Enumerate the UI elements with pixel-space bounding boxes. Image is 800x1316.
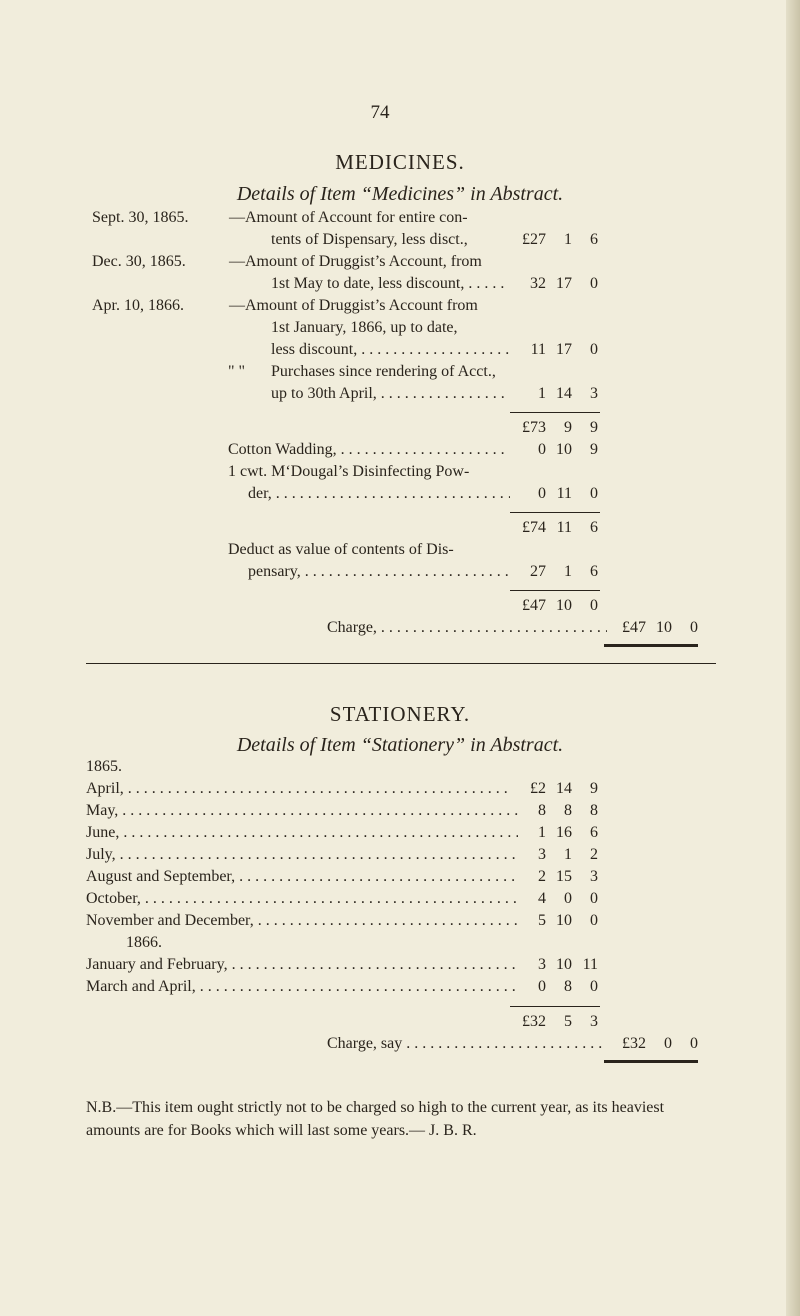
- amount-pounds: 3: [538, 956, 546, 973]
- cotton-wadding-label: Cotton Wadding, . . .: [228, 440, 508, 460]
- footnote: N.B.—This item ought strictly not to be charged so high to the current year, as its heaviest amounts are for Books which will last some years.— J. B. R.: [86, 1099, 665, 1139]
- page-number: 74: [370, 102, 390, 123]
- medicines-subtitle: Details of Item “Medicines” in Abstract.: [236, 183, 564, 205]
- deduct-label: pensary, . . .: [248, 562, 510, 582]
- month-label: November and December, . . .: [86, 911, 518, 931]
- entry-text: 1st May to date, less discount, . . .: [271, 274, 506, 294]
- subtotal-pounds: £74: [522, 519, 546, 536]
- amount-pounds: 11: [530, 341, 546, 358]
- entry-text: —Amount of Account for entire con-: [229, 209, 468, 226]
- amount-shillings: 11: [556, 485, 572, 502]
- total-shillings: 5: [564, 1013, 572, 1030]
- amount-shillings: 1: [564, 563, 572, 580]
- amount-pence: 0: [590, 485, 598, 502]
- month-label: May, . . .: [86, 801, 518, 821]
- double-rule: [604, 1060, 698, 1063]
- entry-text: 1st January, 1866, up to date,: [271, 319, 458, 336]
- charge-shillings: 10: [656, 619, 672, 636]
- amount-shillings: 10: [556, 441, 572, 458]
- amount-pounds: 0: [538, 485, 546, 502]
- net-pounds: £47: [522, 597, 546, 614]
- amount-shillings: 15: [556, 868, 572, 885]
- double-rule: [604, 644, 698, 647]
- amount-pounds: 27: [530, 563, 546, 580]
- amount-pounds: 3: [538, 846, 546, 863]
- month-label: August and September, . . .: [86, 867, 518, 887]
- amount-shillings: 1: [564, 231, 572, 248]
- month-label: April, . . .: [86, 779, 510, 799]
- net-shillings: 10: [556, 597, 572, 614]
- year-label: 1866.: [126, 934, 162, 951]
- amount-pounds: £27: [522, 231, 546, 248]
- sum-rule: [510, 412, 600, 413]
- charge-pence: 0: [690, 1035, 698, 1052]
- amount-pounds: 2: [538, 868, 546, 885]
- entry-text: —Amount of Druggist’s Account from: [229, 297, 478, 314]
- amount-shillings: 1: [564, 846, 572, 863]
- entry-text: tents of Dispensary, less disct.,: [271, 231, 468, 248]
- net-pence: 0: [590, 597, 598, 614]
- deduct-label: Deduct as value of contents of Dis-: [228, 541, 454, 558]
- entry-text: less discount, . . .: [271, 340, 511, 360]
- section-divider: [86, 663, 716, 664]
- amount-shillings: 14: [556, 780, 572, 797]
- amount-pounds: 4: [538, 890, 546, 907]
- amount-pence: 11: [582, 956, 598, 973]
- subtotal-shillings: 9: [564, 419, 572, 436]
- disinfecting-label: der, . . .: [248, 484, 510, 504]
- charge-label: Charge, say . . .: [327, 1034, 607, 1054]
- month-label: January and February, . . .: [86, 955, 518, 975]
- amount-pence: 0: [590, 341, 598, 358]
- amount-pounds: £2: [530, 780, 546, 797]
- subtotal-shillings: 11: [556, 519, 572, 536]
- amount-pence: 3: [590, 385, 598, 402]
- charge-shillings: 0: [664, 1035, 672, 1052]
- amount-pence: 6: [590, 563, 598, 580]
- charge-label: Charge, . . .: [327, 618, 607, 638]
- charge-pounds: £32: [622, 1035, 646, 1052]
- amount-shillings: 16: [556, 824, 572, 841]
- stationery-subtitle: Details of Item “Stationery” in Abstract.: [236, 734, 564, 756]
- entry-date: Apr. 10, 1866.: [92, 297, 184, 314]
- amount-pounds: 1: [538, 385, 546, 402]
- amount-shillings: 8: [564, 978, 572, 995]
- total-pence: 3: [590, 1013, 598, 1030]
- charge-pence: 0: [690, 619, 698, 636]
- amount-pounds: 8: [538, 802, 546, 819]
- sum-rule: [510, 1006, 600, 1007]
- entry-date: Dec. 30, 1865.: [92, 253, 186, 270]
- amount-pence: 0: [590, 912, 598, 929]
- amount-pence: 0: [590, 890, 598, 907]
- amount-pounds: 1: [538, 824, 546, 841]
- month-label: July, . . .: [86, 845, 518, 865]
- medicines-title: MEDICINES.: [335, 150, 465, 174]
- amount-pence: 2: [590, 846, 598, 863]
- amount-pounds: 5: [538, 912, 546, 929]
- amount-pence: 9: [590, 780, 598, 797]
- disinfecting-label: 1 cwt. M‘Dougal’s Disinfecting Pow-: [228, 463, 470, 480]
- entry-date: Sept. 30, 1865.: [92, 209, 189, 226]
- entry-text: up to 30th April, . . .: [271, 384, 509, 404]
- ditto-mark: " ": [228, 363, 246, 380]
- amount-pence: 6: [590, 231, 598, 248]
- amount-shillings: 10: [556, 956, 572, 973]
- entry-text: —Amount of Druggist’s Account, from: [229, 253, 482, 270]
- amount-shillings: 14: [556, 385, 572, 402]
- stationery-title: STATIONERY.: [329, 702, 471, 726]
- total-pounds: £32: [522, 1013, 546, 1030]
- entry-text: Purchases since rendering of Acct.,: [271, 363, 496, 380]
- amount-pounds: 32: [530, 275, 546, 292]
- subtotal-pence: 9: [590, 419, 598, 436]
- amount-pence: 6: [590, 824, 598, 841]
- amount-pence: 3: [590, 868, 598, 885]
- subtotal-pence: 6: [590, 519, 598, 536]
- year-label: 1865.: [86, 758, 122, 775]
- month-label: October, . . .: [86, 889, 518, 909]
- amount-pounds: 0: [538, 978, 546, 995]
- amount-shillings: 17: [556, 275, 572, 292]
- amount-shillings: 0: [564, 890, 572, 907]
- sum-rule: [510, 590, 600, 591]
- amount-shillings: 17: [556, 341, 572, 358]
- subtotal-pounds: £73: [522, 419, 546, 436]
- amount-pence: 9: [590, 441, 598, 458]
- amount-pence: 0: [590, 275, 598, 292]
- amount-pounds: 0: [538, 441, 546, 458]
- sum-rule: [510, 512, 600, 513]
- amount-pence: 0: [590, 978, 598, 995]
- month-label: March and April, . . .: [86, 977, 518, 997]
- amount-pence: 8: [590, 802, 598, 819]
- amount-shillings: 8: [564, 802, 572, 819]
- charge-pounds: £47: [622, 619, 646, 636]
- amount-shillings: 10: [556, 912, 572, 929]
- month-label: June, . . .: [86, 823, 518, 843]
